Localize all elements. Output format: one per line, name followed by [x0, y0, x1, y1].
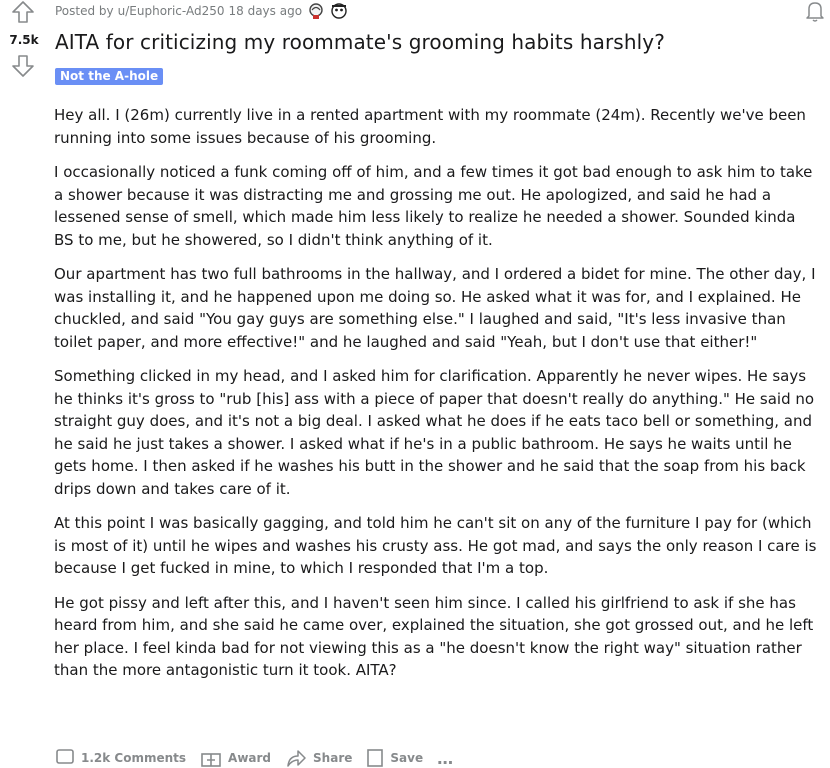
- post-title[interactable]: AITA for criticizing my roommate's grooming habits harshly?: [55, 30, 665, 54]
- upvote-arrow-icon[interactable]: [11, 0, 35, 24]
- post-paragraph: Our apartment has two full bathrooms in the hallway, and I ordered a bidet for mine. The other day, I was installing it, and he happened upon me doing so. He asked what it was for, and I explained. He chuckled, and said "You gay guys are something else." I laughed and said, "It's less invasive than toilet paper, and more effective!" and he laughed and said "Yeah, but I don't use that either!": [54, 265, 816, 351]
- posted-by-label: Posted by: [55, 4, 114, 18]
- comments-label: 1.2k Comments: [81, 751, 187, 765]
- award-badge-icon[interactable]: [307, 2, 325, 20]
- post-meta: [55, 2, 348, 20]
- bookmark-icon: [366, 748, 384, 768]
- post-paragraph: Hey all. I (26m) currently live in a rented apartment with my roommate (24m). Recently we've been running into some issues because of his grooming.: [54, 106, 806, 147]
- author-link[interactable]: u/Euphoric-Ad250: [117, 4, 225, 18]
- award-face-icon[interactable]: [330, 2, 348, 20]
- downvote-arrow-icon[interactable]: [11, 54, 35, 78]
- comment-icon: [55, 748, 75, 768]
- post-paragraph: Something clicked in my head, and I asked him for clarification. Apparently he never wipes. He says he thinks it's gross to "rub [his] ass with a piece of paper that doesn't really do anything." He said no straight guy does, and it's not a big deal. I asked what he does if he eats taco bell or something, and he said he just takes a shower. I asked what if he's in a public bathroom. He says he waits until he gets home. I then asked if he washes his butt in the shower and he said that the soap from his back drips down and takes care of it.: [54, 367, 815, 498]
- vote-score: 7.5k: [9, 33, 39, 47]
- post-flair[interactable]: Not the A-hole: [55, 68, 163, 85]
- save-button[interactable]: [366, 748, 423, 768]
- post-action-bar: [55, 748, 468, 768]
- gift-icon: [200, 748, 222, 768]
- post-age: 18 days ago: [228, 4, 303, 18]
- more-options-button[interactable]: …: [437, 748, 455, 768]
- comments-button[interactable]: [55, 748, 186, 768]
- award-label: Award: [228, 751, 272, 765]
- post-paragraph: At this point I was basically gagging, and told him he can't sit on any of the furniture I pay for (which is most of it) until he wipes and washes his crusty ass. He got mad, and says the only reason I care is because I get fucked in mine, to which I responded that I'm a top.: [54, 514, 817, 577]
- share-button[interactable]: [285, 748, 352, 768]
- share-label: Share: [313, 751, 353, 765]
- save-label: Save: [390, 751, 424, 765]
- share-arrow-icon: [285, 748, 307, 768]
- notification-bell-icon[interactable]: [804, 0, 826, 22]
- post-body: [54, 104, 818, 694]
- award-button[interactable]: [200, 748, 271, 768]
- post-paragraph: He got pissy and left after this, and I haven't seen him since. I called his girlfriend to ask if she has heard from him, and she said he came over, explained the situation, she got grossed out, and he left her place. I feel kinda bad for not viewing this as a "he doesn't know the right way" situation rather than the more antagonistic turn it took. AITA?: [54, 593, 814, 679]
- post-paragraph: I occasionally noticed a funk coming off of him, and a few times it got bad enough to ask him to take a shower because it was distracting me and grossing me out. He apologized, and said he had a lessened sense of smell, which made him less likely to realize he needed a shower. Sounded kinda BS to me, but he showered, so I didn't think anything of it.: [54, 163, 813, 249]
